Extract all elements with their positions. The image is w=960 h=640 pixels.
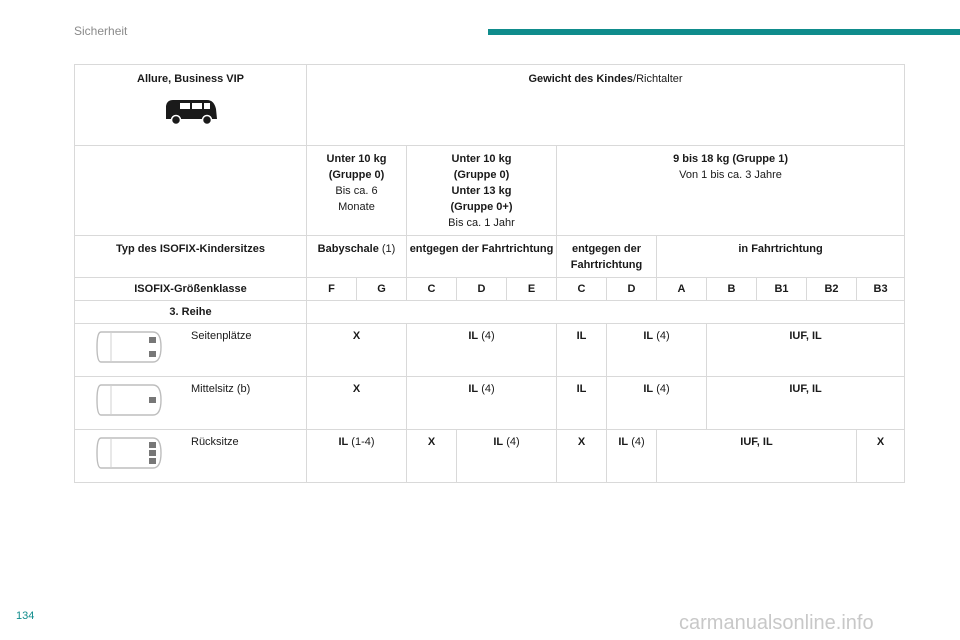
seat-compat-cell: X	[407, 430, 457, 483]
size-class-cell: D	[457, 278, 507, 301]
page-number: 134	[16, 610, 35, 622]
group-line: (Gruppe 0+)	[450, 201, 513, 213]
size-class-cell: D	[607, 278, 657, 301]
group-0plus-cell	[407, 146, 557, 236]
group-line: 9 bis 18 kg (Gruppe 1)	[673, 153, 788, 165]
seat-compat-cell: IL (4)	[607, 324, 707, 377]
van-top-view-middle-seat-icon	[95, 381, 165, 419]
group-line: Unter 10 kg	[326, 153, 387, 165]
seat-compat-cell: IL (4)	[607, 377, 707, 430]
weight-heading: Gewicht des Kindes/Richtalter	[307, 65, 905, 146]
size-class-cell: A	[657, 278, 707, 301]
group-line: Unter 13 kg	[451, 185, 512, 197]
seat-compat-cell: X	[857, 430, 905, 483]
seat-position-cell	[75, 324, 307, 377]
seat-label: Rücksitze	[191, 436, 239, 448]
seat-compat-cell: IL (4)	[607, 430, 657, 483]
type-babyschale: Babyschale (1)	[307, 236, 407, 278]
group-line: Unter 10 kg	[451, 153, 512, 165]
type-forward-facing: in Fahrtrichtung	[657, 236, 905, 278]
size-class-cell: B	[707, 278, 757, 301]
row3-empty	[307, 301, 905, 324]
group-line: (Gruppe 0)	[453, 169, 510, 181]
seat-compat-cell: IL	[557, 377, 607, 430]
seat-compat-cell: IL (4)	[407, 324, 557, 377]
isofix-seat-table	[74, 64, 905, 483]
seat-compat-cell: IL	[557, 324, 607, 377]
seat-compat-cell: IUF, IL	[707, 324, 905, 377]
size-class-cell: F	[307, 278, 357, 301]
group-1-cell	[557, 146, 905, 236]
group-line: (Gruppe 0)	[328, 169, 385, 181]
seat-compat-cell: X	[307, 324, 407, 377]
seat-compat-cell: IUF, IL	[657, 430, 857, 483]
seat-position-cell	[75, 377, 307, 430]
van-top-view-rear-bench-icon	[95, 434, 165, 472]
size-class-label: ISOFIX-Größenklasse	[75, 278, 307, 301]
group-line: Bis ca. 1 Jahr	[448, 217, 515, 229]
group-line: Bis ca. 6	[335, 185, 378, 197]
seat-compat-cell: X	[307, 377, 407, 430]
seat-type-label: Typ des ISOFIX-Kindersitzes	[75, 236, 307, 278]
type-rear-facing-2: entgegen der Fahrtrichtung	[557, 236, 657, 278]
watermark: carmanualsonline.info	[679, 612, 874, 634]
seat-position-cell	[75, 430, 307, 483]
group-line: Monate	[338, 201, 375, 213]
van-side-icon	[164, 97, 218, 127]
size-class-cell: E	[507, 278, 557, 301]
model-label: Allure, Business VIP	[137, 73, 244, 85]
seat-compat-cell: IUF, IL	[707, 377, 905, 430]
size-class-cell: B1	[757, 278, 807, 301]
section-title: Sicherheit	[74, 24, 128, 38]
weights-empty-cell	[75, 146, 307, 236]
group-line: Von 1 bis ca. 3 Jahre	[679, 169, 782, 181]
seat-compat-cell: IL (1-4)	[307, 430, 407, 483]
header-accent-bar	[488, 29, 960, 35]
seat-compat-cell: X	[557, 430, 607, 483]
van-top-view-side-seats-icon	[95, 328, 165, 366]
group-0-cell	[307, 146, 407, 236]
seat-label: Mittelsitz (b)	[191, 383, 251, 395]
type-rear-facing-1: entgegen der Fahrtrichtung	[407, 236, 557, 278]
seat-compat-cell: IL (4)	[407, 377, 557, 430]
size-class-cell: G	[357, 278, 407, 301]
row3-label: 3. Reihe	[75, 301, 307, 324]
size-class-cell: B3	[857, 278, 905, 301]
size-class-cell: C	[557, 278, 607, 301]
size-class-cell: B2	[807, 278, 857, 301]
seat-compat-cell: IL (4)	[457, 430, 557, 483]
model-cell	[75, 65, 307, 146]
seat-label: Seitenplätze	[191, 330, 252, 342]
size-class-cell: C	[407, 278, 457, 301]
